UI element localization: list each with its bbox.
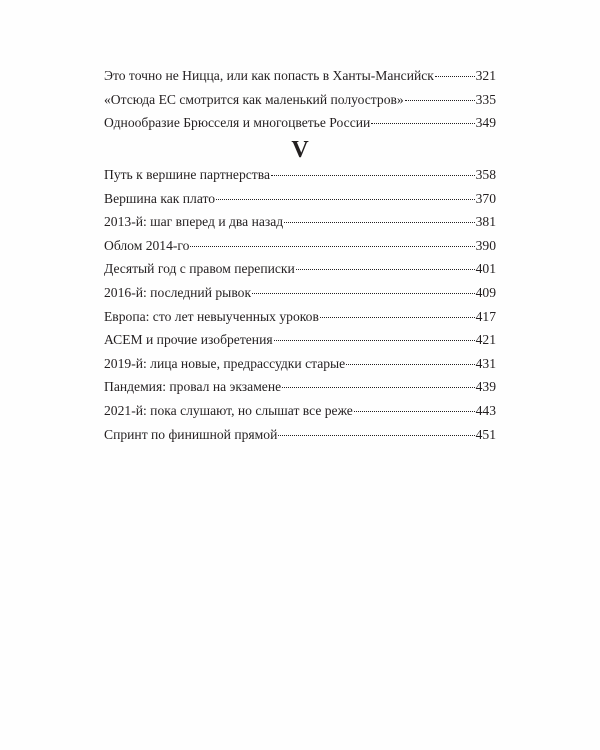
toc-list-bottom xyxy=(104,163,496,446)
toc-dot-leader xyxy=(190,245,474,247)
toc-entry-page: 443 xyxy=(475,402,496,418)
toc-entry-title: Облом 2014-го xyxy=(104,237,190,253)
toc-entry-page: 409 xyxy=(475,284,496,300)
toc-entry-page: 381 xyxy=(475,214,496,230)
toc-entry xyxy=(104,210,496,234)
toc-entry xyxy=(104,305,496,329)
toc-entry-title: 2013-й: шаг вперед и два назад xyxy=(104,214,284,230)
toc-dot-leader xyxy=(405,99,475,101)
toc-entry xyxy=(104,352,496,376)
toc-dot-leader xyxy=(271,174,475,176)
toc-entry-page: 349 xyxy=(475,115,496,131)
toc-entry-page: 401 xyxy=(475,261,496,277)
toc-entry-title: Пандемия: провал на экзамене xyxy=(104,379,282,395)
toc-dot-leader xyxy=(282,386,474,388)
toc-entry xyxy=(104,399,496,423)
toc-dot-leader xyxy=(320,316,475,318)
toc-entry-title: «Отсюда ЕС смотрится как маленький полуостров» xyxy=(104,91,404,107)
toc-entry xyxy=(104,423,496,447)
toc-entry xyxy=(104,111,496,135)
toc-entry-page: 358 xyxy=(475,167,496,182)
toc-entry-page: 421 xyxy=(475,332,496,348)
toc-entry-page: 417 xyxy=(475,308,496,324)
toc-entry xyxy=(104,375,496,399)
toc-entry xyxy=(104,163,496,187)
toc-entry-page: 321 xyxy=(475,68,496,83)
toc-entry-title: АСЕМ и прочие изобретения xyxy=(104,332,273,348)
toc-dot-leader xyxy=(296,268,475,270)
toc-entry xyxy=(104,328,496,352)
toc-dot-leader xyxy=(274,339,475,341)
toc-entry xyxy=(104,281,496,305)
toc-entry-page: 370 xyxy=(475,190,496,206)
toc-entry xyxy=(104,88,496,112)
toc-dot-leader xyxy=(435,75,475,77)
toc-dot-leader xyxy=(346,363,474,365)
toc-entry-page: 431 xyxy=(475,355,496,371)
toc-dot-leader xyxy=(284,221,474,223)
toc-entry xyxy=(104,234,496,258)
toc-entry-title: Спринт по финишной прямой xyxy=(104,426,278,442)
toc-dot-leader xyxy=(371,122,474,124)
toc-entry-title: Европа: сто лет невыученных уроков xyxy=(104,308,319,324)
toc-entry-title: Это точно не Ницца, или как попасть в Ханты-Мансийск xyxy=(104,68,434,83)
toc-entry-title: Путь к вершине партнерства xyxy=(104,167,270,182)
toc-entry-title: 2016-й: последний рывок xyxy=(104,284,252,300)
toc-dot-leader xyxy=(216,198,475,200)
toc-dot-leader xyxy=(354,410,475,412)
toc-entry-title: Десятый год с правом переписки xyxy=(104,261,295,277)
toc-dot-leader xyxy=(252,292,475,294)
toc-list-top xyxy=(104,64,496,135)
toc-entry-page: 335 xyxy=(475,91,496,107)
section-heading: V xyxy=(291,137,309,163)
toc-entry-title: 2021-й: пока слушают, но слышат все реже xyxy=(104,402,353,418)
toc-entry-title: Вершина как плато xyxy=(104,190,216,206)
toc-entry xyxy=(104,257,496,281)
toc-dot-leader xyxy=(278,434,474,436)
toc-entry-page: 390 xyxy=(475,237,496,253)
toc-entry xyxy=(104,187,496,211)
toc-entry-page: 451 xyxy=(475,426,496,442)
toc-entry-title: Однообразие Брюсселя и многоцветье России xyxy=(104,115,371,131)
toc-entry-page: 439 xyxy=(475,379,496,395)
toc-entry-title: 2019-й: лица новые, предрассудки старые xyxy=(104,355,346,371)
toc-entry xyxy=(104,64,496,88)
